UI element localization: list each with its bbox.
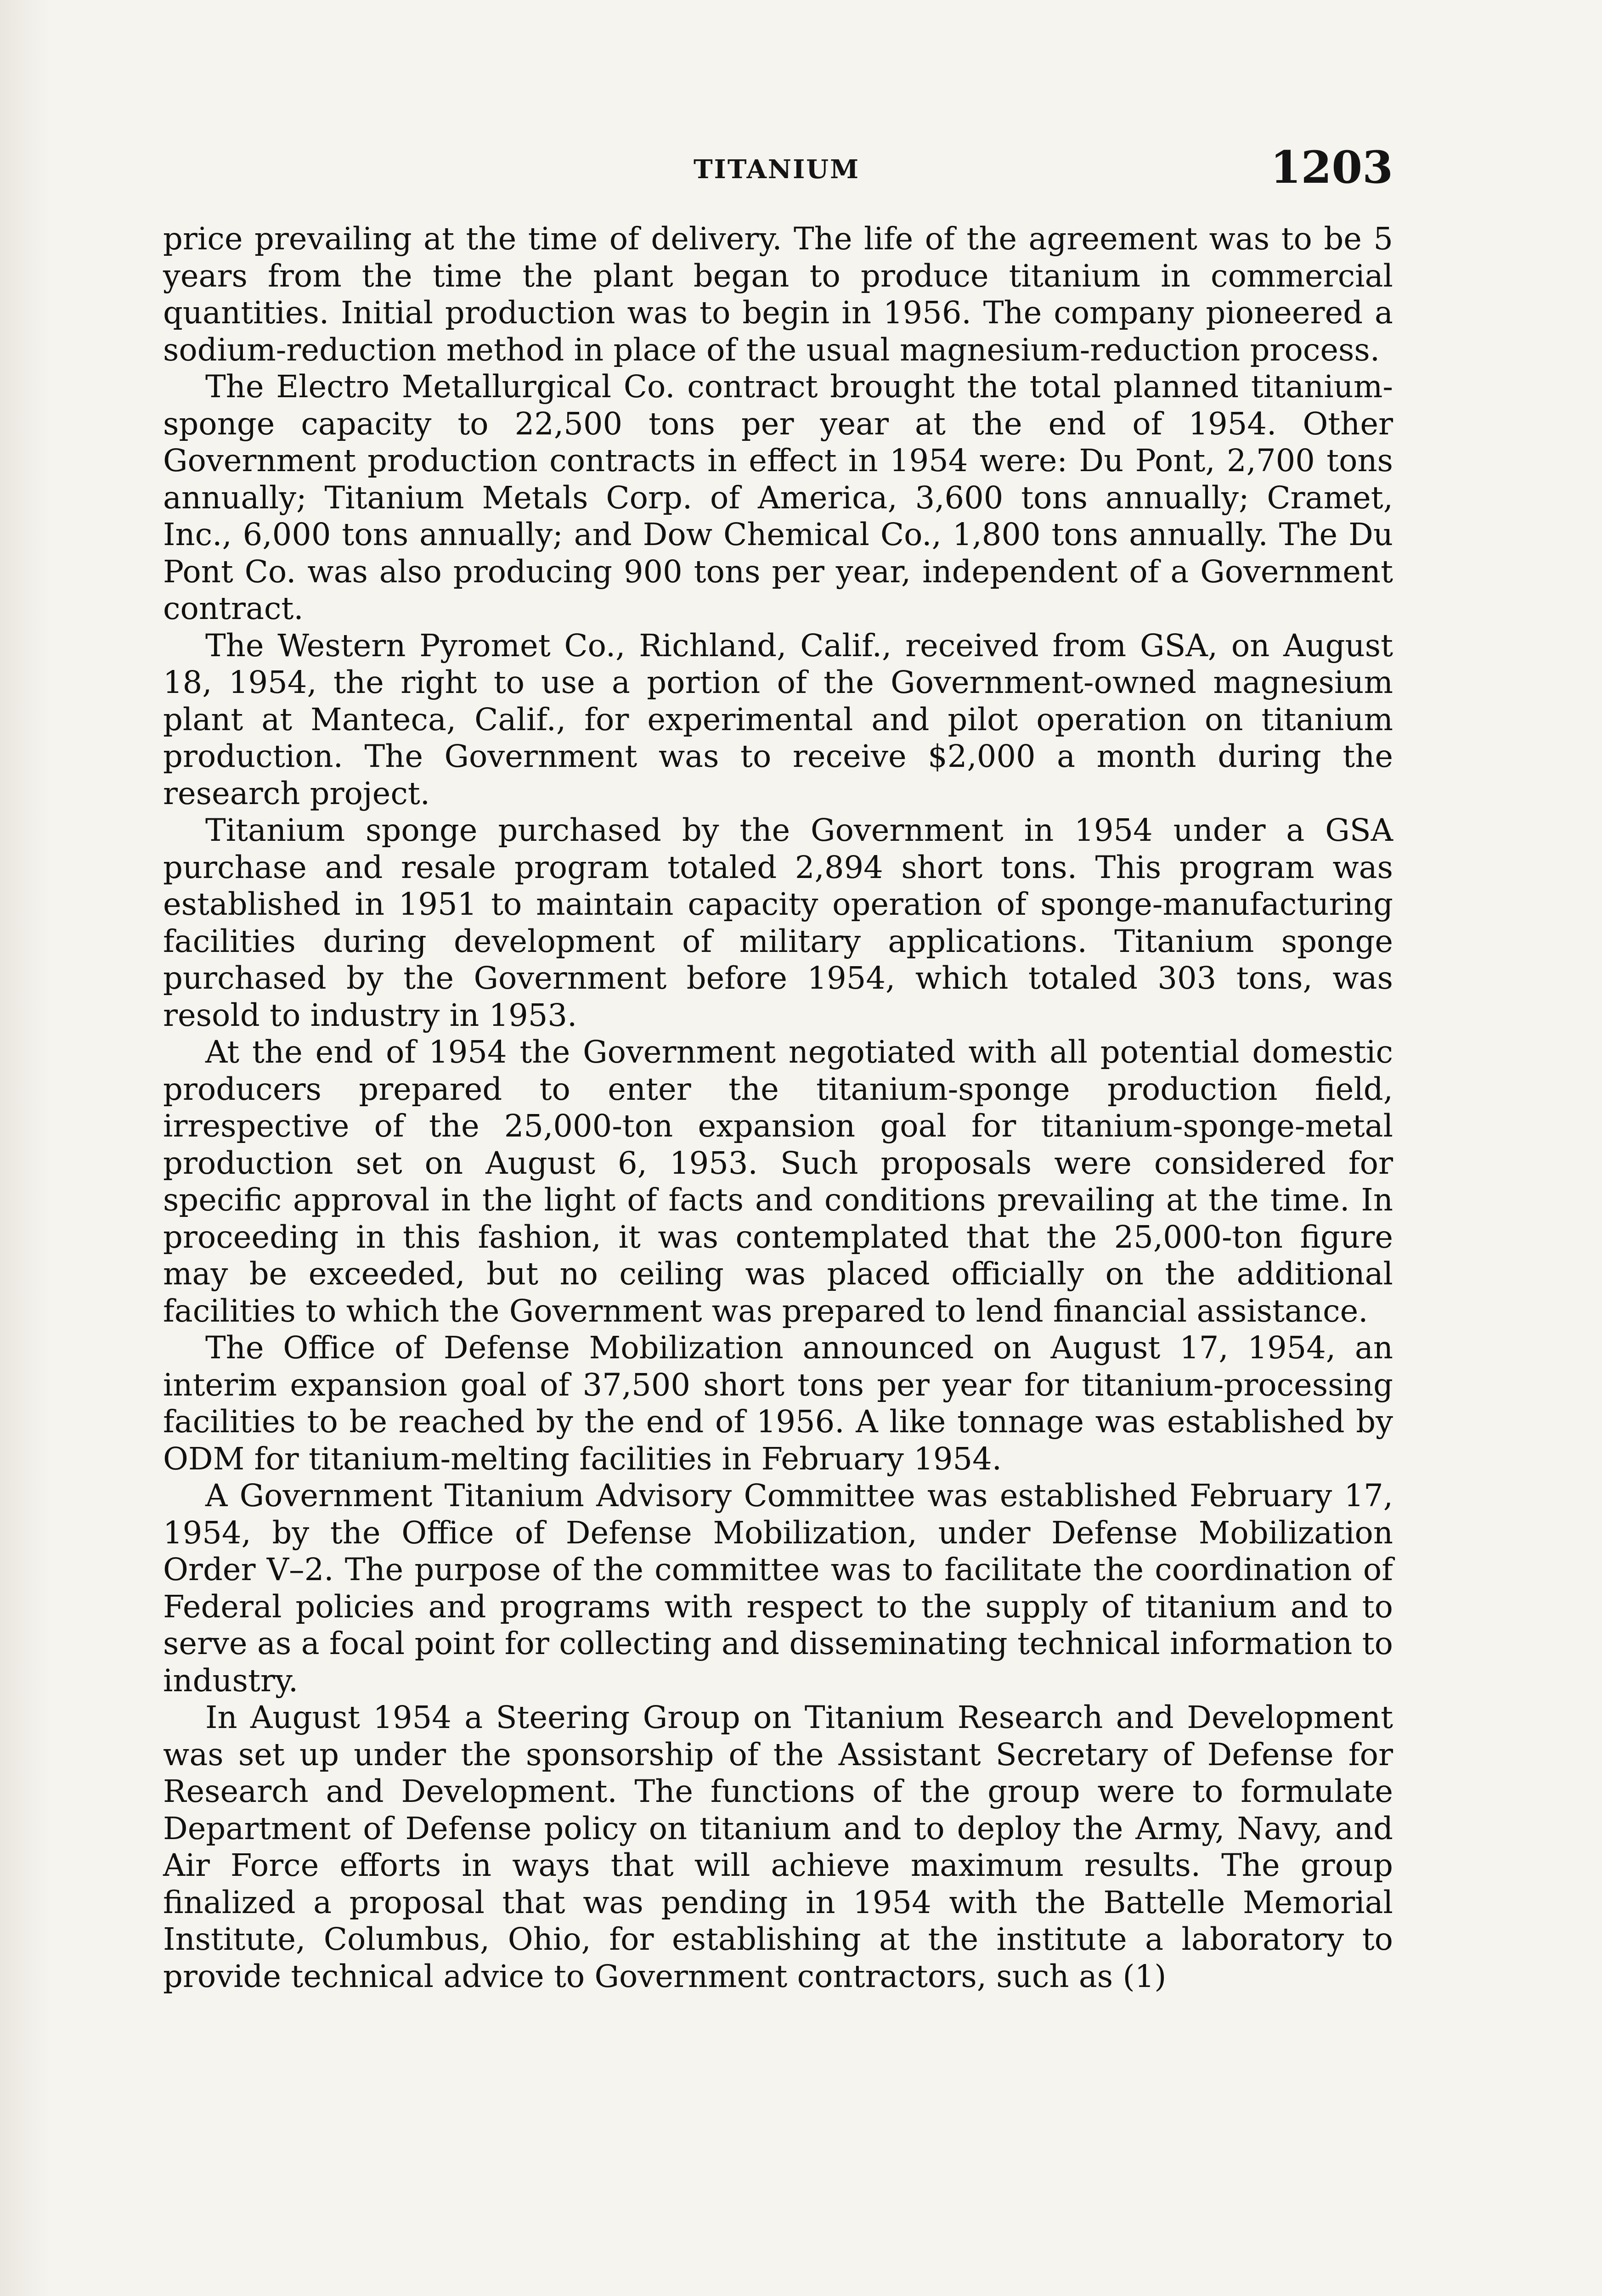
paragraph-continuation: price prevailing at the time of delivery. The life of the agreement was to be 5 years from the time the plant began to produce titanium in commercial quantities. Initial production was to begin in 1956. The company pioneered a sodium-reduction method in place of the usual magnesium-reduction process. (163, 221, 1393, 368)
body-text (163, 220, 1393, 1995)
paragraph-end-of-1954: At the end of 1954 the Government negotiated with all potential domestic producers prepared to enter the titanium-sponge production field, irrespective of the 25,000-ton expansion goal for titanium-sponge-metal production set on August 6, 1953. Such proposals were considered for specific approval in the light of facts and conditions prevailing at the time. In proceeding in this fashion, it was contemplated that the 25,000-ton figure may be exceeded, but no ceiling was placed officially on the additional facilities to which the Government was prepared to lend financial assistance. (163, 1034, 1393, 1329)
page-number: 1203 (1270, 141, 1393, 193)
running-head (163, 141, 1393, 201)
paragraph-western-pyromet: The Western Pyromet Co., Richland, Calif., received from GSA, on August 18, 1954, the right to use a portion of the Government-owned magnesium plant at Manteca, Calif., for experimental and pilot operation on titanium production. The Government was to receive $2,000 a month during the research project. (163, 627, 1393, 811)
binding-edge (0, 0, 51, 2296)
paragraph-odm-expansion-goal: The Office of Defense Mobilization announced on August 17, 1954, an interim expansion goal of 37,500 short tons per year for titanium-processing facilities to be reached by the end of 1956. A like tonnage was established by ODM for titanium-melting facilities in February 1954. (163, 1330, 1393, 1477)
paragraph-advisory-committee: A Government Titanium Advisory Committee was established February 17, 1954, by the Office of Defense Mobilization, under Defense Mobilization Order V–2. The purpose of the committee was to facilitate the coordination of Federal policies and programs with respect to the supply of titanium and to serve as a focal point for collecting and disseminating technical information to industry. (163, 1478, 1393, 1699)
running-title: TITANIUM (694, 154, 860, 185)
paragraph-steering-group: In August 1954 a Steering Group on Titanium Research and Development was set up under the sponsorship of the Assistant Secretary of Defense for Research and Development. The functions of the group were to formulate Department of Defense policy on titanium and to deploy the Army, Navy, and Air Force efforts in ways that will achieve maximum results. The group finalized a proposal that was pending in 1954 with the Battelle Memorial Institute, Columbus, Ohio, for establishing at the institute a laboratory to provide technical advice to Government contractors, such as (1) (163, 1699, 1393, 1994)
paragraph-sponge-purchase: Titanium sponge purchased by the Government in 1954 under a GSA purchase and resale program totaled 2,894 short tons. This program was established in 1951 to maintain capacity operation of sponge-manufacturing facilities during development of military applications. Titanium sponge purchased by the Government before 1954, which totaled 303 tons, was resold to industry in 1953. (163, 812, 1393, 1033)
paragraph-electro-metallurgical: The Electro Metallurgical Co. contract brought the total planned titanium-sponge capacity to 22,500 tons per year at the end of 1954. Other Government production contracts in effect in 1954 were: Du Pont, 2,700 tons annually; Titanium Metals Corp. of America, 3,600 tons annually; Cramet, Inc., 6,000 tons annually; and Dow Chemical Co., 1,800 tons annually. The Du Pont Co. was also producing 900 tons per year, independent of a Government contract. (163, 369, 1393, 626)
